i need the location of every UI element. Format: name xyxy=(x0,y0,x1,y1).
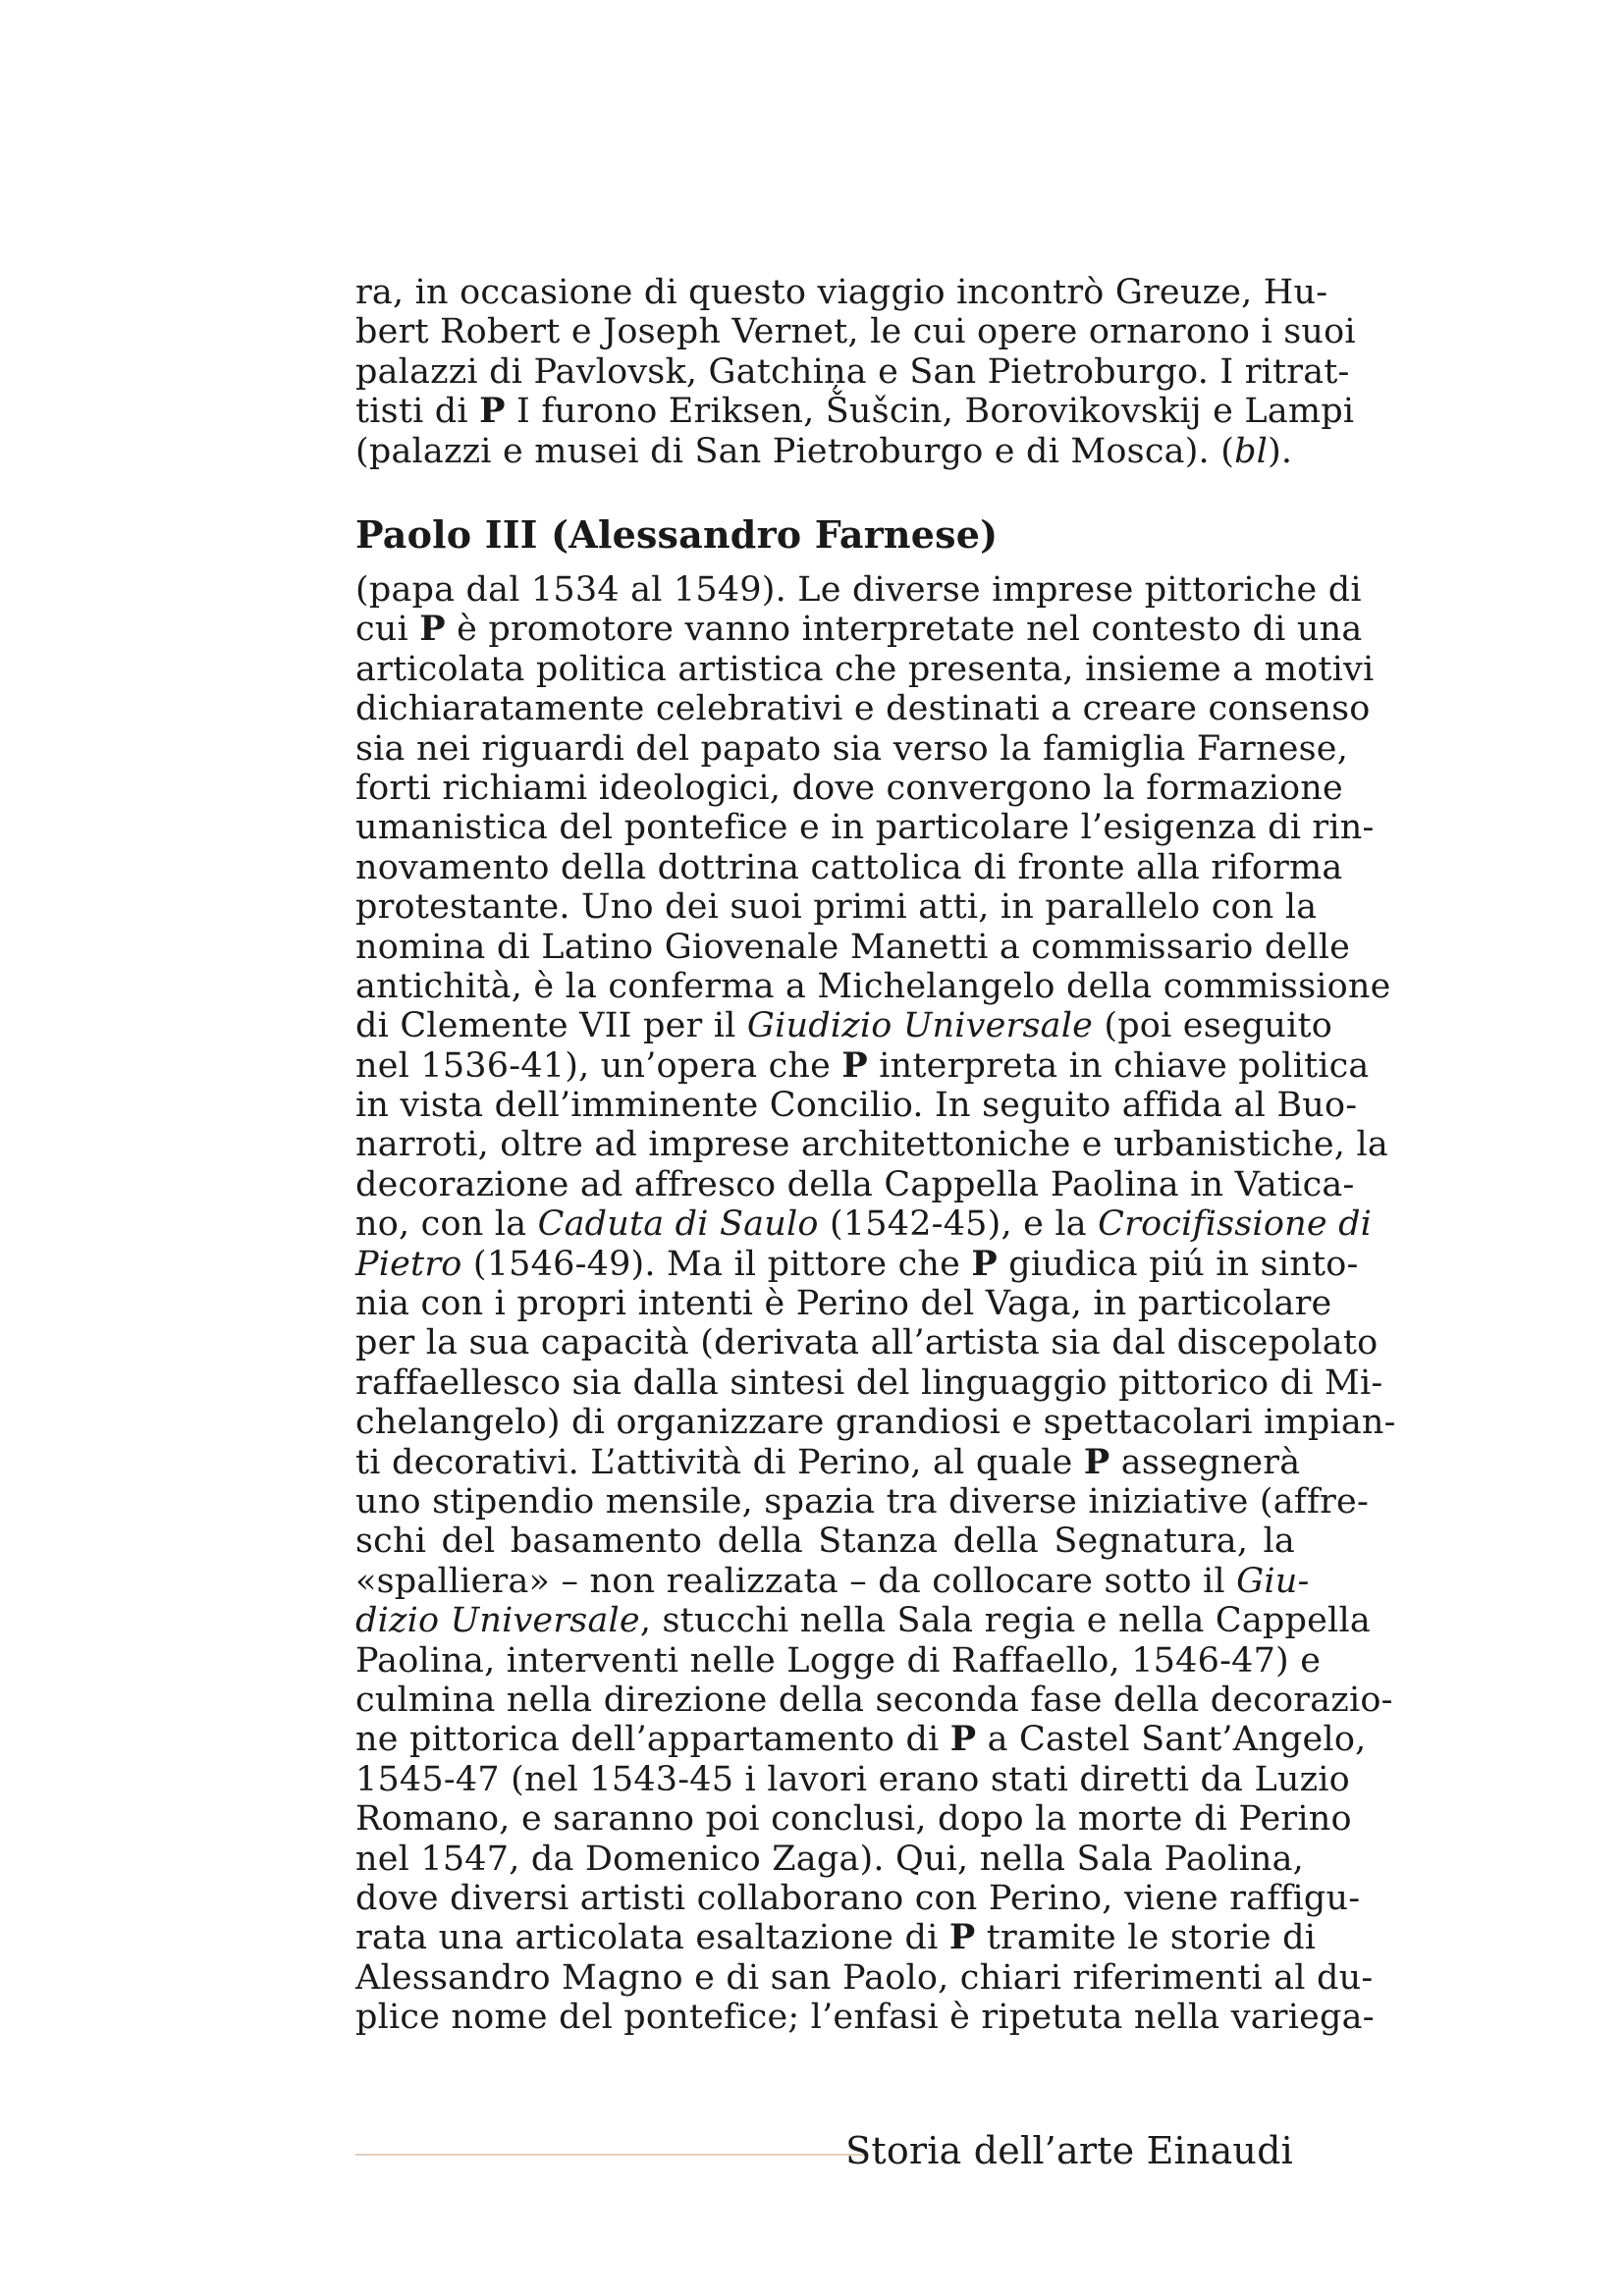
footer-publication-title: Storia dell’arte Einaudi xyxy=(845,2129,1293,2172)
text-line: nel 1536-41), un’opera che P interpreta in chiave politica xyxy=(355,1044,1370,1086)
subject-abbreviation: P xyxy=(1083,1441,1110,1482)
text-line: sia nei riguardi del papato sia verso la famiglia Farnese, xyxy=(355,728,1349,769)
text-line: uno stipendio mensile, spazia tra diverse iniziative (affre- xyxy=(355,1481,1369,1522)
text-line: palazzi di Pavlovsk, Gatchiņa e San Pietroburgo. I ritrat- xyxy=(355,351,1350,392)
text-line: di Clemente VII per il Giudizio Universale (poi eseguito xyxy=(355,1006,1333,1046)
subject-abbreviation: P xyxy=(971,1243,998,1284)
text-line: tisti di P I furono Eriksen, Šušcin, Borovikovskij e Lampi xyxy=(355,391,1355,432)
text-line: Romano, e saranno poi conclusi, dopo la morte di Perino xyxy=(355,1799,1352,1840)
text-line: nia con i propri intenti è Perino del Vaga, in particolare xyxy=(355,1284,1332,1324)
text-line: nel 1547, da Domenico Zaga). Qui, nella Sala Paolina, xyxy=(355,1839,1305,1879)
text-line: chelangelo) di organizzare grandiosi e spettacolari impian- xyxy=(355,1403,1396,1443)
text-line: in vista dell’imminente Concilio. In seguito affida al Buo- xyxy=(355,1086,1358,1126)
italic-title: bl xyxy=(1234,431,1269,471)
italic-title: Pietro xyxy=(355,1244,462,1284)
text-line: dove diversi artisti collaborano con Perino, viene raffigu- xyxy=(355,1878,1361,1918)
subject-abbreviation: P xyxy=(841,1044,868,1086)
text-line: dichiaratamente celebrativi e destinati a creare consenso xyxy=(355,689,1371,729)
text-line: Alessandro Magno e di san Paolo, chiari riferimenti al du- xyxy=(355,1957,1374,1998)
text-line: schi del basamento della Stanza della Segnatura, la xyxy=(355,1522,1295,1562)
text-line: nomina di Latino Giovenale Manetti a commissario delle xyxy=(355,927,1351,967)
italic-title: dizio Universale xyxy=(355,1601,640,1641)
text-line: ti decorativi. L’attività di Perino, al quale P assegnerà xyxy=(355,1441,1301,1482)
subject-abbreviation: P xyxy=(948,1917,976,1958)
text-line: plice nome del pontefice; l’enfasi è ripetuta nella variega- xyxy=(355,1998,1375,2038)
text-line: forti richiami ideologici, dove convergono la formazione xyxy=(355,768,1343,808)
italic-title: Crocifissione di xyxy=(1098,1204,1373,1245)
italic-title: Giu- xyxy=(1236,1561,1310,1601)
text-line: protestante. Uno dei suoi primi atti, in parallelo con la xyxy=(355,887,1318,928)
text-line: ra, in occasione di questo viaggio incontrò Greuze, Hu- xyxy=(355,273,1328,312)
entry-heading: Paolo III (Alessandro Farnese) xyxy=(355,512,999,557)
text-line: 1545-47 (nel 1543-45 i lavori erano stati diretti da Luzio xyxy=(355,1759,1350,1799)
text-line: per la sua capacità (derivata all’artista sia dal discepolato xyxy=(355,1323,1379,1363)
text-line: (papa dal 1534 al 1549). Le diverse imprese pittoriche di xyxy=(355,570,1362,610)
text-line: raffaellesco sia dalla sintesi del linguaggio pittorico di Mi- xyxy=(355,1362,1383,1403)
text-line: novamento della dottrina cattolica di fronte alla riforma xyxy=(355,847,1343,887)
text-line: no, con la Caduta di Saulo (1542-45), e la Crocifissione di xyxy=(355,1204,1373,1245)
text-line: culmina nella direzione della seconda fase della decorazio- xyxy=(355,1680,1393,1720)
text-line: umanistica del pontefice e in particolare l’esigenza di rin- xyxy=(355,808,1375,848)
text-line: Paolina, interventi nelle Logge di Raffaello, 1546-47) e xyxy=(355,1640,1322,1681)
text-line: ne pittorica dell’appartamento di P a Castel Sant’Angelo, xyxy=(355,1719,1367,1760)
text-line: dizio Universale, stucchi nella Sala regia e nella Cappella xyxy=(355,1601,1371,1641)
text-line: articolata politica artistica che presenta, insieme a motivi xyxy=(355,649,1375,689)
text-line: (palazzi e musei di San Pietroburgo e di Mosca). (bl). xyxy=(355,431,1293,471)
text-line: cui P è promotore vanno interpretate nel contesto di una xyxy=(355,609,1363,650)
subject-abbreviation: P xyxy=(419,609,446,650)
italic-title: Giudizio Universale xyxy=(746,1006,1094,1046)
entry-body xyxy=(355,570,1396,2038)
text-line: narroti, oltre ad imprese architettoniche e urbanistiche, la xyxy=(355,1125,1388,1165)
text-line: Pietro (1546-49). Ma il pittore che P giudica piú in sinto- xyxy=(355,1243,1359,1284)
intro-paragraph xyxy=(355,273,1356,471)
subject-abbreviation: P xyxy=(949,1719,977,1760)
text-line: antichità, è la conferma a Michelangelo della commissione xyxy=(355,966,1391,1006)
text-line: bert Robert e Joseph Vernet, le cui opere ornarono i suoi xyxy=(355,312,1356,352)
text-line: rata una articolata esaltazione di P tramite le storie di xyxy=(355,1917,1317,1958)
text-line: «spalliera» – non realizzata – da collocare sotto il Giu- xyxy=(355,1561,1310,1601)
footer-divider xyxy=(355,2154,866,2156)
italic-title: Caduta di Saulo xyxy=(537,1204,819,1245)
subject-abbreviation: P xyxy=(479,391,506,432)
text-line: decorazione ad affresco della Cappella Paolina in Vatica- xyxy=(355,1164,1355,1204)
